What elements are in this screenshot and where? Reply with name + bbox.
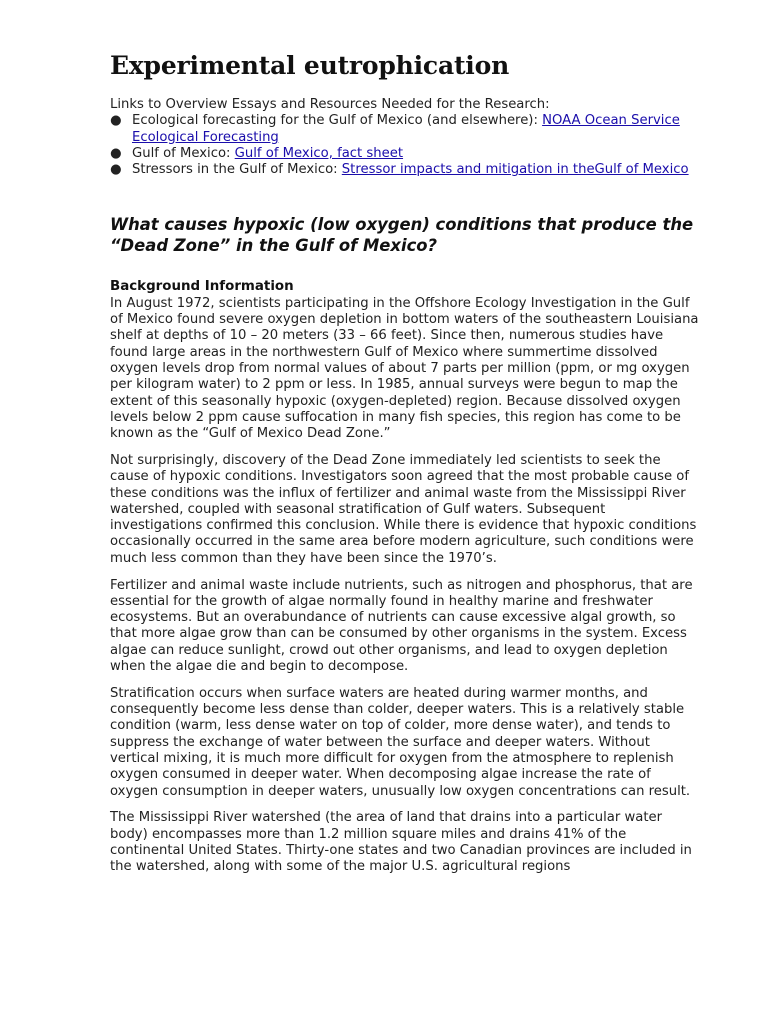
background-body <box>110 296 700 876</box>
bullet-icon: ● <box>110 162 122 178</box>
list-item-label: Gulf of Mexico: <box>132 145 235 161</box>
paragraph: In August 1972, scientists participating in the Offshore Ecology Investigation in the Gulf of Mexico found severe oxygen depletion in bottom waters of the southeastern Louisiana shelf at depths of 10 – 20 meters (33 – 66 feet). Since then, numerous studies have found large areas in the northwestern Gulf of Mexico where summertime dissolved oxygen levels drop from normal values of about 7 parts per million (ppm, or mg oxygen per kilogram water) to 2 ppm or less. In 1985, annual surveys were begun to map the extent of this seasonally hypoxic (oxygen-depleted) region. Because dissolved oxygen levels below 2 ppm cause suffocation in many fish species, this region has come to be known as the “Gulf of Mexico Dead Zone.” <box>110 295 699 442</box>
intro-lead: Links to Overview Essays and Resources Needed for the Research: <box>110 97 550 112</box>
stressor-impacts-link[interactable]: Stressor impacts and mitigation in theGulf of Mexico <box>341 162 689 178</box>
section-question-heading: What causes hypoxic (low oxygen) conditions that produce the “Dead Zone” in the Gulf of Mexico? <box>110 215 694 255</box>
page-title: Experimental eutrophication <box>110 51 510 80</box>
gulf-fact-sheet-link[interactable]: Gulf of Mexico, fact sheet <box>234 145 404 161</box>
list-item-label: Stressors in the Gulf of Mexico: <box>132 162 342 178</box>
background-heading: Background Information <box>110 279 294 295</box>
paragraph: Stratification occurs when surface waters are heated during warmer months, and consequently become less dense than colder, deeper waters. This is a relatively stable condition (warm, less dense water on top of colder, more dense water), and tends to suppress the exchange of water between the surface and deeper waters. Without vertical mixing, it is much more difficult for oxygen from the atmosphere to replenish oxygen consumed in deeper water. When decomposing algae increase the rate of oxygen consumption in deeper waters, unusually low oxygen concentrations can result. <box>110 685 691 799</box>
list-item <box>110 146 700 162</box>
intro-section <box>110 97 700 178</box>
resource-list <box>110 113 700 178</box>
paragraph: The Mississippi River watershed (the area of land that drains into a particular water body) encompasses more than 1.2 million square miles and drains 41% of the continental United States. Thirty-one states and two Canadian provinces are included in the watershed, along with some of the major U.S. agricultural regions <box>110 810 692 875</box>
paragraph: Not surprisingly, discovery of the Dead Zone immediately led scientists to seek the cause of hypoxic conditions. Investigators soon agreed that the most probable cause of these conditions was the influx of fertilizer and animal waste from the Mississippi River watershed, coupled with seasonal stratification of Gulf waters. Subsequent investigations confirmed this conclusion. While there is evidence that hypoxic conditions occasionally occurred in the same area before modern agriculture, such conditions were much less common than they have been since the 1970’s. <box>110 452 697 566</box>
list-item <box>110 162 700 178</box>
noaa-forecasting-link[interactable]: NOAA Ocean Service Ecological Forecasting <box>132 113 680 145</box>
bullet-icon: ● <box>110 113 122 129</box>
bullet-icon: ● <box>110 145 122 161</box>
list-item-label: Ecological forecasting for the Gulf of Mexico (and elsewhere): <box>132 113 543 129</box>
paragraph: Fertilizer and animal waste include nutrients, such as nitrogen and phosphorus, that are essential for the growth of algae normally found in healthy marine and freshwater ecosystems. But an overabundance of nutrients can cause excessive algal growth, so that more algae grow than can be consumed by other organisms in the system. Excess algae can reduce sunlight, crowd out other organisms, and lead to oxygen depletion when the algae die and begin to decompose. <box>110 577 693 675</box>
list-item <box>110 113 700 146</box>
document-page <box>110 50 700 876</box>
